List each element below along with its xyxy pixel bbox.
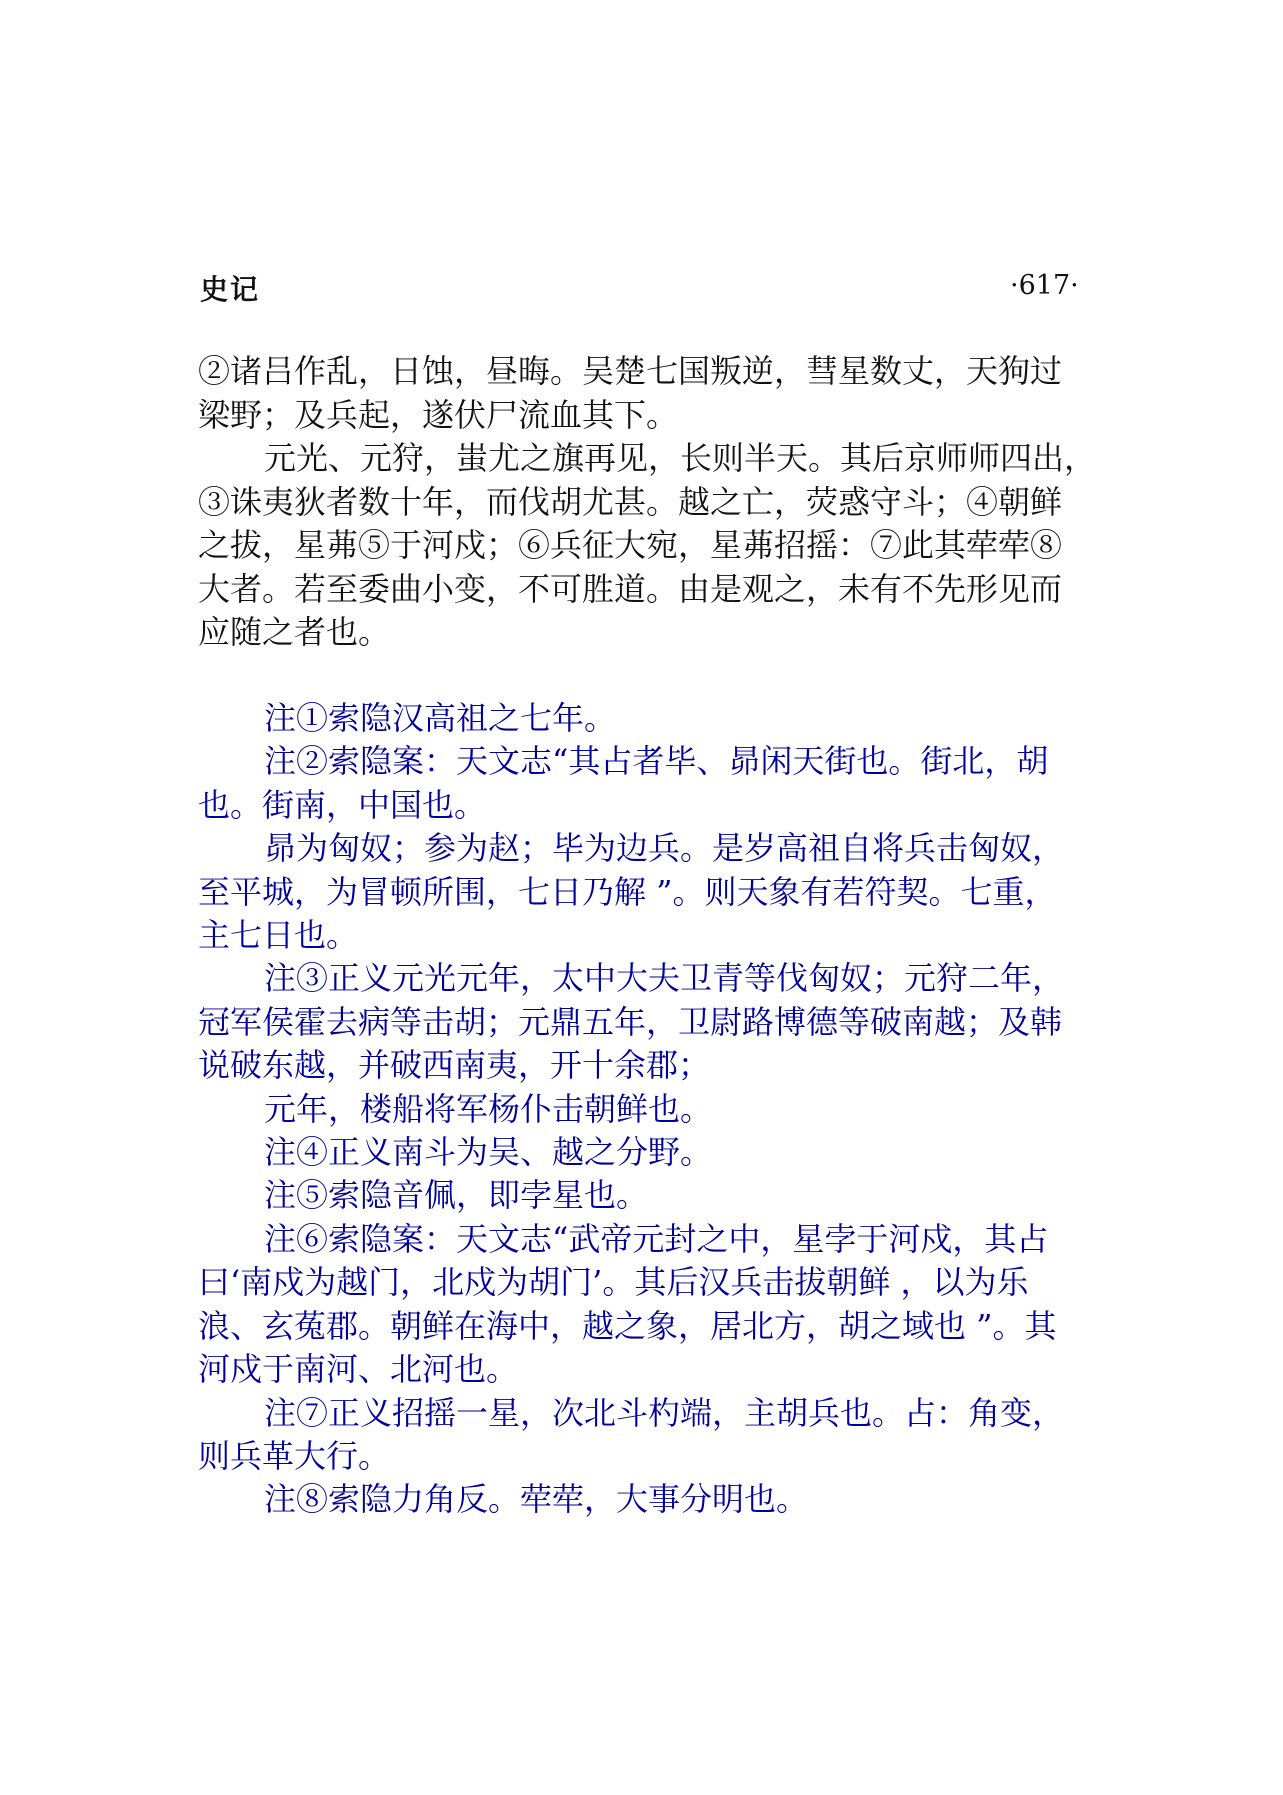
note-line: 注③正义元光元年，太中大夫卫青等伐匈奴；元狩二年，: [264, 959, 1065, 998]
note-line: 注⑧索隐力角反。荦荦，大事分明也。: [264, 1480, 809, 1519]
note-line: 也。街南，中国也。: [198, 785, 487, 824]
note-line: 则兵革大行。: [198, 1436, 391, 1475]
main-line: ③诛夷狄者数十年，而伐胡尤甚。越之亡，荧惑守斗；④朝鲜: [198, 482, 1063, 521]
note-line: 注⑥索隐案：天文志“武帝元封之中，星孛于河戍，其占: [264, 1219, 1049, 1258]
note-line: 注⑤索隐音佩，即孛星也。: [264, 1176, 649, 1215]
note-line: 至平城，为冒顿所围，七日乃解 ”。则天象有若符契。七重，: [198, 872, 1057, 911]
note-line: 曰‘南戍为越门，北戍为胡门’。其后汉兵击拔朝鲜 ，以为乐: [198, 1263, 1029, 1302]
note-line: 主七日也。: [198, 916, 359, 955]
notes-section: [198, 697, 1098, 1522]
note-line: 元年，楼船将军杨仆击朝鲜也。: [264, 1089, 713, 1128]
main-text: [198, 350, 1098, 655]
main-line: 梁野；及兵起，遂伏尸流血其下。: [198, 395, 679, 434]
main-line: 元光、元狩，蚩尤之旗再见，长则半天。其后京师师四出，: [264, 439, 1097, 477]
note-line: 注⑦正义招摇一星，次北斗杓端，主胡兵也。占：角变，: [264, 1393, 1065, 1432]
note-line: 注①索隐汉高祖之七年。: [264, 699, 617, 737]
note-line: 说破东越，并破西南夷，开十余郡；: [198, 1046, 711, 1085]
page-number: ·617·: [1010, 270, 1079, 301]
note-line: 浪、玄菟郡。朝鲜在海中，越之象，居北方，胡之域也 ”。其: [198, 1306, 1057, 1345]
main-line: 大者。若至委曲小变，不可胜道。由是观之，未有不先形见而: [198, 569, 1063, 608]
note-line: 注④正义南斗为吴、越之分野。: [264, 1133, 713, 1172]
main-line: 之拔，星茀⑤于河戍；⑥兵征大宛，星茀招摇：⑦此其荦荦⑧: [198, 526, 1063, 564]
note-line: 冠军侯霍去病等击胡；元鼎五年，卫尉路博德等破南越；及韩: [198, 1002, 1063, 1041]
note-line: 昴为匈奴；参为赵；毕为边兵。是岁高祖自将兵击匈奴，: [264, 829, 1065, 868]
book-title: 史记: [200, 273, 261, 306]
note-line: 注②索隐案：天文志“其占者毕、昴闲天街也。街北，胡: [264, 742, 1049, 781]
main-line: 应随之者也。: [198, 613, 391, 651]
note-line: 河戍于南河、北河也。: [198, 1350, 519, 1389]
main-line: ②诸吕作乱，日蚀，昼晦。吴楚七国叛逆，彗星数丈，天狗过: [198, 352, 1063, 390]
